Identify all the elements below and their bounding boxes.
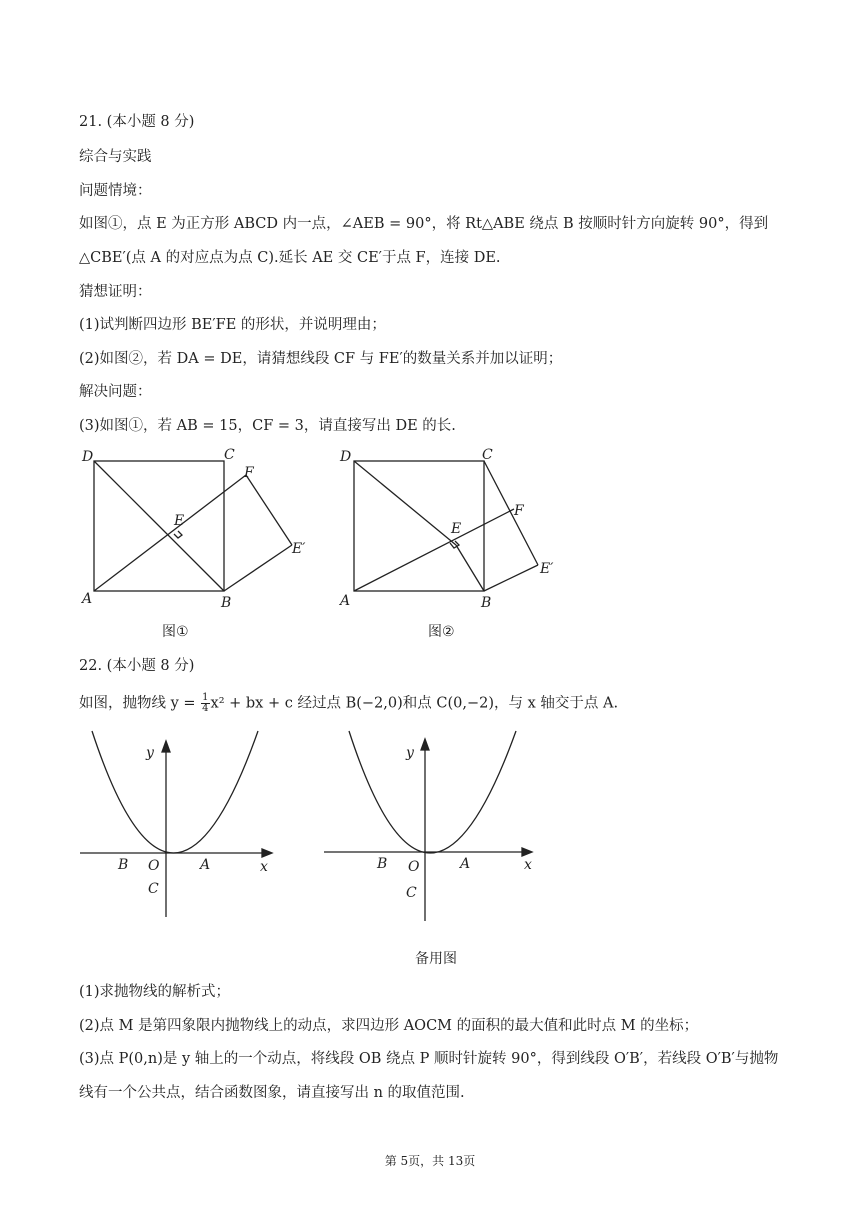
g2-label-x: x [524, 857, 532, 873]
q22-p1-start: 如图，抛物线 y = [79, 695, 201, 712]
fig1-label-E: E [174, 513, 185, 529]
g1-label-C: C [148, 881, 159, 897]
g2-label-A: A [460, 856, 471, 872]
fig2-label-Ep: E′ [540, 561, 554, 577]
q21-paragraph-1: 如图①，点 E 为正方形 ABCD 内一点，∠AEB = 90°，将 Rt△ABE 绕点 B 按顺时针方向旋转 90°，得到 [79, 216, 769, 232]
q21-section-solve: 解决问题： [79, 384, 152, 400]
q22-fraction [201, 693, 209, 714]
fig2-label-F: F [514, 503, 524, 519]
g1-label-O: O [148, 858, 160, 874]
frac-numerator: 1 [202, 692, 209, 703]
q21-section-situation: 问题情境： [79, 183, 152, 199]
fig2-label-C: C [482, 447, 493, 463]
fig1-label-C: C [224, 447, 235, 463]
g2-label-C: C [406, 885, 417, 901]
g1-label-y: y [146, 745, 154, 761]
q21-section-title: 综合与实践 [79, 149, 152, 165]
fig1-label-B: B [221, 595, 232, 611]
q21-heading: 21. (本小题 8 分) [79, 114, 195, 130]
q21-sub-2: (2)如图②，若 DA = DE，请猜想线段 CF 与 FE′的数量关系并加以证明； [79, 351, 563, 367]
frac-denominator: 4 [202, 703, 209, 714]
q22-graph-2 [322, 725, 542, 925]
q22-heading: 22. (本小题 8 分) [79, 658, 195, 674]
fig1-label-Ep: E′ [292, 541, 306, 557]
q22-sub-3-cont: 线有一个公共点，结合函数图象，请直接写出 n 的取值范围. [79, 1085, 465, 1101]
fig1-label-D: D [82, 449, 94, 465]
fig2-label-B: B [481, 595, 492, 611]
g2-label-B: B [377, 856, 388, 872]
q22-paragraph-1 [79, 693, 618, 714]
q21-paragraph-2: △CBE′(点 A 的对应点为点 C).延长 AE 交 CE′于点 F，连接 DE. [79, 250, 501, 266]
fig2-caption: 图② [428, 624, 455, 640]
q21-sub-3: (3)如图①，若 AB = 15，CF = 3，请直接写出 DE 的长. [79, 418, 456, 434]
fig1-label-A: A [82, 591, 93, 607]
q22-graph-1 [78, 725, 278, 925]
fig2-label-A: A [340, 593, 351, 609]
q22-sub-1: (1)求抛物线的解析式； [79, 984, 231, 1000]
q22-p1-end: x² + bx + c 经过点 B(−2,0)和点 C(0,−2)，与 x 轴交于点 A. [210, 695, 619, 712]
fig2-label-D: D [340, 449, 352, 465]
q21-section-conjecture: 猜想证明： [79, 284, 152, 300]
q22-sub-3: (3)点 P(0,n)是 y 轴上的一个动点，将线段 OB 绕点 P 顺时针旋转 90°，得到线段 O′B′，若线段 O′B′与抛物 [79, 1051, 779, 1067]
q21-sub-1: (1)试判断四边形 BE′FE 的形状，并说明理由； [79, 317, 386, 333]
g1-label-A: A [200, 857, 211, 873]
spare-figure-caption: 备用图 [415, 951, 457, 967]
g2-label-y: y [406, 745, 414, 761]
q21-figure-2 [338, 445, 578, 615]
g2-label-O: O [408, 859, 420, 875]
g1-label-B: B [118, 857, 129, 873]
fig2-label-E: E [451, 521, 462, 537]
g1-label-x: x [260, 859, 268, 875]
page-footer: 第 5页，共 13页 [384, 1154, 476, 1168]
q22-sub-2: (2)点 M 是第四象限内抛物线上的动点，求四边形 AOCM 的面积的最大值和此时点 M 的坐标； [79, 1018, 699, 1034]
q21-figure-1 [78, 445, 318, 615]
fig1-caption: 图① [162, 624, 189, 640]
fig1-label-F: F [244, 465, 254, 481]
